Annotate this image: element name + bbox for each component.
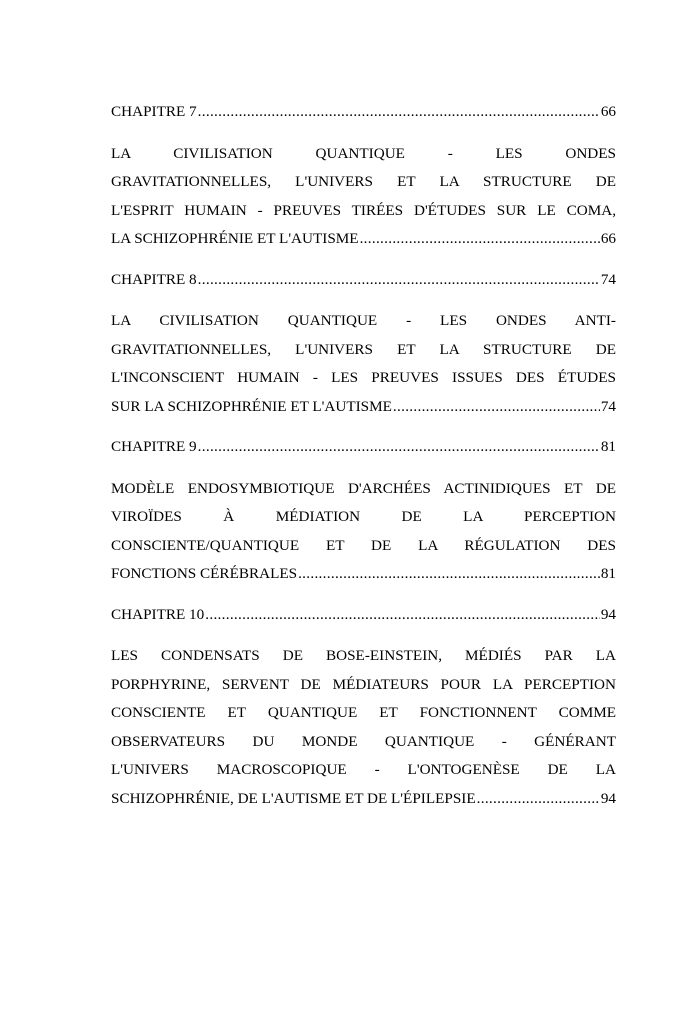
dot-leader [198,433,600,462]
page-number: 94 [600,605,616,623]
section-line: VIROÏDES À MÉDIATION DE LA PERCEPTION [111,508,616,525]
toc-section-10[interactable] [111,642,616,813]
page-number: 81 [600,438,616,455]
section-line: GRAVITATIONNELLES, L'UNIVERS ET LA STRUCTURE DE [111,340,616,358]
section-last-line [111,393,616,422]
dot-leader [393,393,600,422]
section-title-end: SCHIZOPHRÉNIE, DE L'AUTISME ET DE L'ÉPILEPSIE [111,789,476,807]
chapter-label: CHAPITRE 10 [111,605,205,623]
dot-leader [360,225,600,254]
section-last-line [111,785,616,814]
section-line: L'ESPRIT HUMAIN - PREUVES TIRÉES D'ÉTUDES SUR LE COMA, [111,201,616,219]
section-line: CONSCIENTE ET QUANTIQUE ET FONCTIONNENT COMME [111,704,616,721]
page-number: 81 [600,565,616,582]
toc-chapter-8[interactable] [111,266,616,295]
section-last-line [111,560,616,589]
section-title-end: LA SCHIZOPHRÉNIE ET L'AUTISME [111,230,359,247]
section-title-end: FONCTIONS CÉRÉBRALES [111,565,298,582]
page-number: 66 [600,103,616,120]
chapter-label: CHAPITRE 7 [111,103,197,120]
dot-leader [477,785,600,814]
section-line: LES CONDENSATS DE BOSE-EINSTEIN, MÉDIÉS PAR LA [111,647,616,664]
toc-section-7[interactable] [111,140,616,254]
section-line: MODÈLE ENDOSYMBIOTIQUE D'ARCHÉES ACTINIDIQUES ET DE [111,479,616,497]
section-last-line [111,225,616,254]
page-number: 74 [600,397,616,415]
dot-leader [205,601,600,630]
dot-leader [198,98,600,127]
page-number: 74 [600,270,616,288]
page-number: 94 [600,789,616,807]
section-line: L'UNIVERS MACROSCOPIQUE - L'ONTOGENÈSE DE LA [111,761,616,778]
toc-chapter-line [111,601,616,630]
section-line: L'INCONSCIENT HUMAIN - LES PREUVES ISSUES DES ÉTUDES [111,369,616,386]
dot-leader [198,266,600,295]
section-line: LA CIVILISATION QUANTIQUE - LES ONDES [111,144,616,162]
toc-section-8[interactable] [111,307,616,421]
section-line: GRAVITATIONNELLES, L'UNIVERS ET LA STRUCTURE DE [111,173,616,190]
section-line: CONSCIENTE/QUANTIQUE ET DE LA RÉGULATION DES [111,536,616,554]
toc-chapter-9[interactable] [111,433,616,462]
toc-chapter-10[interactable] [111,601,616,630]
chapter-label: CHAPITRE 8 [111,270,197,288]
dot-leader [298,560,600,589]
section-title-end: SUR LA SCHIZOPHRÉNIE ET L'AUTISME [111,397,392,415]
toc-chapter-7[interactable] [111,98,616,127]
toc-section-9[interactable] [111,475,616,589]
toc-chapter-line [111,98,616,127]
section-line: OBSERVATEURS DU MONDE QUANTIQUE - GÉNÉRANT [111,732,616,750]
toc-chapter-line [111,433,616,462]
page-number: 66 [600,230,616,247]
toc-chapter-line [111,266,616,295]
section-line: LA CIVILISATION QUANTIQUE - LES ONDES ANTI- [111,312,616,329]
chapter-label: CHAPITRE 9 [111,438,197,455]
table-of-contents [111,98,616,825]
section-line: PORPHYRINE, SERVENT DE MÉDIATEURS POUR LA PERCEPTION [111,675,616,693]
